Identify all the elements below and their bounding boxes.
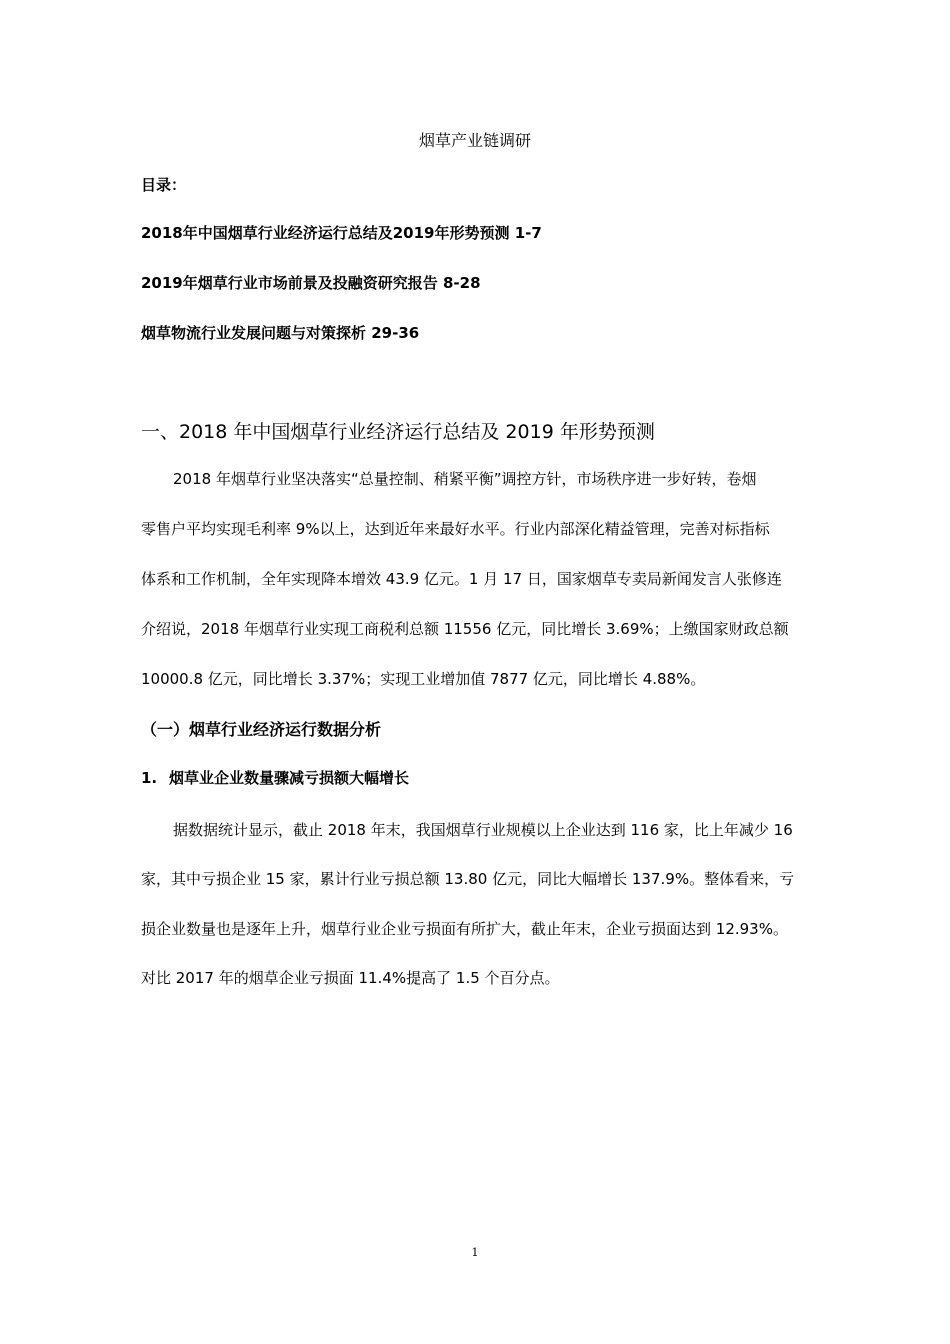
paragraph-line: 2018 年烟草行业坚决落实“总量控制、稍紧平衡”调控方针，市场秩序进一步好转，卷烟: [173, 470, 757, 488]
paragraph-line: 对比 2017 年的烟草企业亏损面 11.4%提高了 1.5 个百分点。: [141, 969, 560, 987]
toc-item: 2018年中国烟草行业经济运行总结及2019年形势预测 1-7: [141, 224, 542, 242]
paragraph-line: 体系和工作机制，全年实现降本增效 43.9 亿元。1 月 17 日，国家烟草专卖局新闻发言人张修连: [141, 570, 782, 588]
sub-subsection-title: 烟草业企业数量骤减亏损额大幅增长: [169, 769, 410, 787]
paragraph-line: 损企业数量也是逐年上升，烟草行业企业亏损面有所扩大，截止年末，企业亏损面达到 12.93%。: [141, 920, 788, 938]
toc-heading: 目录：: [141, 176, 187, 194]
toc-item: 2019年烟草行业市场前景及投融资研究报告 8-28: [141, 274, 481, 292]
paragraph-line: 10000.8 亿元，同比增长 3.37%；实现工业增加值 7877 亿元，同比增长 4.88%。: [141, 670, 706, 688]
sub-subsection-heading: [141, 767, 409, 788]
paragraph-line: 据数据统计显示，截止 2018 年末，我国烟草行业规模以上企业达到 116 家，比上年减少 16: [173, 821, 793, 839]
toc-item: 烟草物流行业发展问题与对策探析 29-36: [141, 324, 420, 342]
document-title: 烟草产业链调研: [418, 131, 531, 150]
section-heading: 一、2018 年中国烟草行业经济运行总结及 2019 年形势预测: [141, 421, 655, 443]
page-number: 1: [471, 1246, 479, 1259]
subsection-heading: （一）烟草行业经济运行数据分析: [141, 720, 382, 739]
paragraph-line: 家，其中亏损企业 15 家，累计行业亏损总额 13.80 亿元，同比大幅增长 137.9%。整体看来，亏: [141, 870, 795, 888]
paragraph-line: 零售户平均实现毛利率 9%以上，达到近年来最好水平。行业内部深化精益管理，完善对标指标: [141, 520, 770, 538]
sub-subsection-number: 1.: [141, 769, 158, 787]
paragraph-line: 介绍说，2018 年烟草行业实现工商税利总额 11556 亿元，同比增长 3.69%；上缴国家财政总额: [141, 620, 789, 638]
